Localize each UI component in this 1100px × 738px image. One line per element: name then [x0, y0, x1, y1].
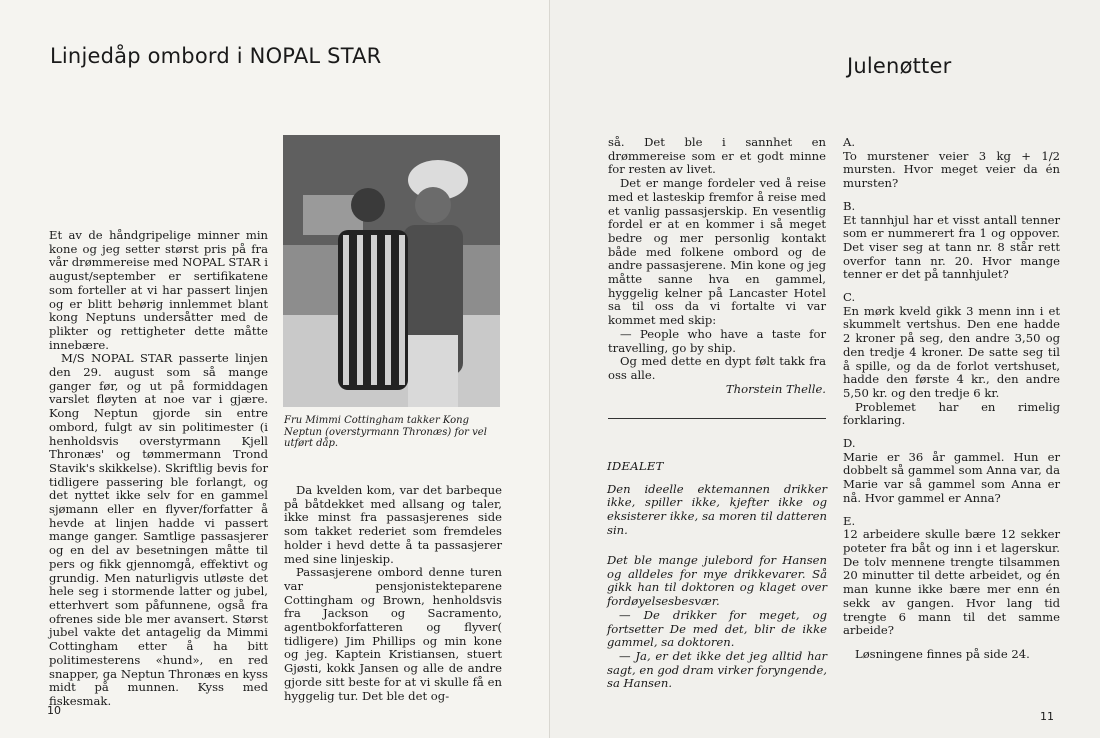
article-title: Linjedåp ombord i NOPAL STAR: [50, 44, 382, 68]
paragraph: Og med dette en dypt følt takk fra oss alle.: [608, 354, 826, 382]
paragraph: Da kvelden kom, var det barbeque på båtdekket med allsang og taler, ikke minst fra passasjerenes side som takket rederiet som fremdeles holder i hevd dette å ta passasjerer med sine linjeskip.: [284, 483, 502, 566]
puzzle-text: En mørk kveld gikk 3 menn inn i et skummelt vertshus. Den ene hadde 2 kroner på seg, den andre 3,50 og den tredje 4 kroner. De satte seg til å spille, og da de forlot vertshuset, hadde den første 4 kr., den andre 5,50 kr. og den tredje 6 kr.: [843, 303, 1060, 400]
solutions-note: Løsningene finnes på side 24.: [855, 646, 1030, 661]
paragraph: — Ja, er det ikke det jeg alltid har sagt, en god dram virker foryngende, sa Hansen.: [607, 648, 827, 691]
paragraph: Et av de håndgripelige minner min kone og jeg setter størst pris på fra vår drømmereise med NOPAL STAR i august/september er sertifikatene som forteller at vi har passert linjen og er blitt behørig innlemmet blant kong Neptuns undersåtter med de plikter og rettigheter dette måtte innebære.: [49, 228, 268, 352]
idealet-heading: IDEALET: [607, 459, 664, 473]
puzzle-text: 12 arbeidere skulle bære 12 sekker poteter fra båt og inn i et lagerskur. De tolv mennene trengte tilsammen 20 minutter til dette arbeidet, og én man kunne ikke bære mer enn én sekk av gangen. Hvor lang tid trengte 6 mann til det samme arbeide?: [843, 527, 1060, 638]
article-column-1: [49, 229, 268, 709]
puzzle-text: To murstener veier 3 kg + 1/2 mursten. Hvor meget veier da én mursten?: [843, 148, 1060, 191]
divider-line: [608, 418, 826, 419]
puzzle-label: C.: [843, 290, 856, 305]
signature: Thorstein Thelle.: [725, 381, 826, 396]
paragraph: — People who have a taste for travelling, go by ship.: [608, 326, 826, 355]
paragraph: M/S NOPAL STAR passerte linjen den 29. august som så mange ganger før, og ut på formiddagen varslet fløyten at noe var i gjære. Kong Neptun gjorde sin entre ombord, fulgt av sin politimester (i henholdsvis overstyrmann Kjell Thronæs' og tømmermann Trond Stavik's skikkelse). Skriftlig bevis for tidligere passering ble forlangt, og det nyttet ikke selv for en gammel sjømann eller en flyver/forfatter å hevde at linjen hadde vi passert mange ganger. Samtlige passasjerer og en del av besetningen måtte til pers og fikk gjennomgå, effektivt og grundig. Men naturligvis utløste det hele seg i stormende latter og jubel, etterhvert som påfunnene, også fra ofrenes side ble mer avansert. Størst jubel vakte det antagelig da Mimmi Cottingham etter å ha bitt politimesterens «hund», en red snapper, ga Neptun Thronæs en kyss midt på munnen. Kyss med fiskesmak.: [49, 351, 268, 708]
idealet-text: Den ideelle ektemannen drikker ikke, spiller ikke, kjefter ikke og eksisterer ikke, sa moren til datteren sin.: [607, 481, 827, 537]
puzzle-label: D.: [843, 436, 856, 451]
page-number: 10: [47, 704, 61, 717]
right-page: [550, 0, 1100, 738]
page-number: 11: [1040, 710, 1054, 723]
puzzle-label: B.: [843, 198, 856, 213]
puzzle-section-title: Julenøtter: [847, 54, 952, 78]
photo-illustration: [283, 135, 500, 407]
puzzle-label: A.: [843, 135, 856, 149]
puzzles-column: [843, 136, 1060, 662]
puzzle-text: Et tannhjul har et visst antall tenner som er nummerert fra 1 og oppover. Det viser seg at tann nr. 8 står rett overfor tann nr. 20. Hvor mange tenner er det på tannhjulet?: [843, 212, 1060, 282]
paragraph: Det ble mange julebord for Hansen og alldeles for mye drikkevarer. Så gikk han til doktoren og klaget over fordøyelsesbesvær.: [607, 553, 827, 609]
puzzle-note: Problemet har en rimelig forklaring.: [843, 399, 1060, 428]
puzzle-label: E.: [843, 513, 856, 528]
paragraph: — De drikker for meget, og fortsetter De med det, blir de ikke gammel, sa doktoren.: [607, 607, 827, 650]
puzzle-text: Marie er 36 år gammel. Hun er dobbelt så gammel som Anna var, da Marie var så gammel som Anna er nå. Hvor gammel er Anna?: [843, 449, 1060, 505]
article-continuation-column: [608, 136, 826, 396]
idealet-block: [607, 460, 827, 538]
paragraph: så. Det ble i sannhet en drømmereise som er et godt minne for resten av livet.: [608, 135, 826, 177]
photo-caption: Fru Mimmi Cottingham takker Kong Neptun (overstyrmann Thronæs) for vel utført dåp.: [284, 415, 487, 449]
hansen-anecdote: [607, 554, 827, 691]
paragraph: Det er mange fordeler ved å reise med et lasteskip fremfor å reise med et vanlig passasjerskip. En vesentlig fordel er at en kommer i så meget bedre og mer personlig kontakt både med folkene ombord og de andre passasjerene. Min kone og jeg måtte sanne hva en gammel, hyggelig kelner på Lancaster Hotel sa til oss da vi fortalte vi var kommet med skip:: [608, 176, 826, 328]
article-column-2: [284, 484, 502, 703]
paragraph: Passasjerene ombord denne turen var pensjonistekteparene Cottingham og Brown, henholdsvis fra Jackson og Sacramento, agentbokforfatteren og flyver( tidligere) Jim Phillips og min kone og jeg. Kaptein Kristiansen, stuert Gjøsti, kokk Jansen og alle de andre gjorde sitt beste for at vi skulle få en hyggelig tur. Det ble det og-: [284, 565, 502, 703]
photo-neptune-baptism: [283, 135, 500, 407]
